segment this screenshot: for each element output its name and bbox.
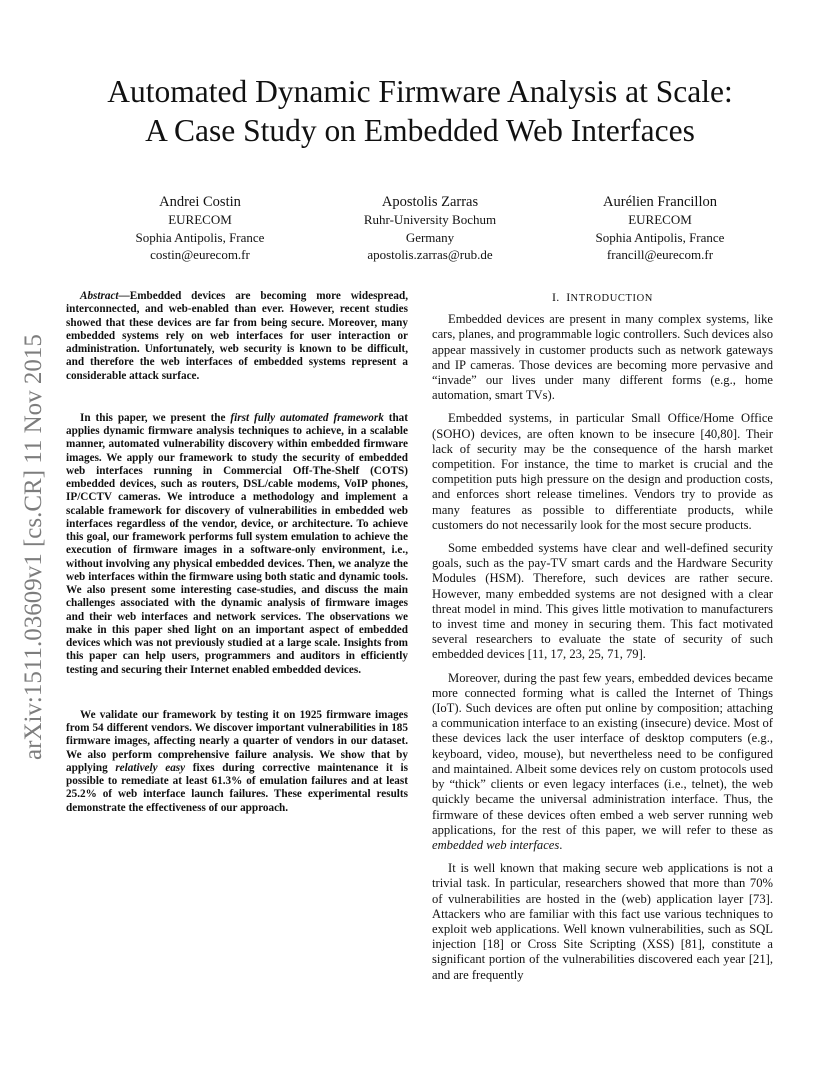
abstract-label: Abstract xyxy=(80,290,119,302)
author-email: costin@eurecom.fr xyxy=(150,247,250,262)
intro-paragraph-2: Embedded systems, in particular Small Office/Home Office (SOHO) devices, are often known to be insecure [40,80]. Their lack of security may be the consequence of the harsh market competition. For instance, the time to market is crucial and the competition puts high pressure on the design and production costs, and enforces short release timelines. Vendors try to provide as many features as possible to differentiate products, while customers do not necessarily look for the most secure products. xyxy=(432,411,773,532)
intro-paragraph-4 xyxy=(432,671,773,853)
author-1 xyxy=(90,193,310,264)
author-2 xyxy=(320,193,540,264)
author-email: francill@eurecom.fr xyxy=(606,247,714,262)
intro-emphasis-4: embedded web interfaces xyxy=(432,837,560,852)
arxiv-identifier: arXiv:1511.03609v1 [cs.CR] 11 Nov 2015 xyxy=(20,334,47,760)
intro-paragraph-1: Embedded devices are present in many complex systems, like cars, planes, and programmable logic controllers. Such devices also appear massively in customer products such as network gateways and IP cameras. Those devices are becoming more pervasive and “invade” our lives under many different forms (e.g., home automation, smart TVs). xyxy=(432,312,773,403)
abstract-column xyxy=(66,290,408,815)
author-location: Sophia Antipolis, France xyxy=(135,229,265,245)
paper-title xyxy=(40,72,800,150)
title-line-2: A Case Study on Embedded Web Interfaces xyxy=(145,113,695,148)
author-location: Germany xyxy=(405,229,455,245)
abstract-emphasis-3: relatively easy xyxy=(115,761,186,774)
abstract-text-2a: In this paper, we present the xyxy=(80,411,231,424)
author-affiliation: EURECOM xyxy=(168,212,232,227)
author-name: Aurélien Francillon xyxy=(603,194,717,210)
introduction-column xyxy=(432,290,773,991)
intro-paragraph-5: It is well known that making secure web applications is not a trivial task. In particular, researchers showed that more than 70% of vulnerabilities are hosted in the (web) application layer [73]. Attackers who are familiar with this fact use various techniques to exploit web applications. Well known vulnerabilities, such as SQL injection [18] or Cross Site Scripting (XSS) [81], constitute a significant portion of the vulnerabilities discovered each year [21], and are frequently xyxy=(432,861,773,982)
abstract-text-3b: fixes during corrective maintenance it is possible to remediate at least 61.3% of emulation failures and at least 25.2% of web interface launch failures. These experimental results demonstrate the effectiveness of our approach. xyxy=(66,761,408,814)
abstract-paragraph-1 xyxy=(66,290,408,383)
author-email: apostolis.zarras@rub.de xyxy=(367,247,493,262)
section-number: I. xyxy=(552,290,560,304)
intro-paragraph-3: Some embedded systems have clear and well-defined security goals, such as the pay-TV smart cards and the Hardware Security Modules (HSM). Therefore, such devices are rather secure. However, many embedded systems are not designed with a clear threat model in mind. This gives little motivation to manufacturers to invest time and money in securing them. This fact motivated several researchers to evaluate the state of security of such embedded devices [11, 17, 23, 25, 71, 79]. xyxy=(432,541,773,662)
intro-text-4b: . xyxy=(559,837,563,852)
section-title-rest: NTRODUCTION xyxy=(570,293,653,304)
abstract-text-1: —Embedded devices are becoming more widespread, interconnected, and web-enabled than ever. However, recent studies showed that these devices are far from being secure. Moreover, many embedded systems rely on web interfaces for user interaction or administration. Unfortunately, web security is known to be difficult, and therefore the web interfaces of embedded systems represent a considerable attack surface. xyxy=(66,290,408,382)
intro-text-4a: Moreover, during the past few years, embedded devices became more connected forming what is called the Internet of Things (IoT). Such devices are often put online by composition; attaching a communication interface to an existing (insecure) device. Most of these devices lack the user interface of desktop computers (e.g., keyboard, video, mouse), but nevertheless need to be configured and maintained. Albeit some devices rely on custom protocols used by “thick” clients or even legacy interfaces (i.e., telnet), the web quickly became the universal administration interface. Thus, the firmware of these devices often embed a web server running web applications, for the rest of this paper, we will refer to these as xyxy=(432,670,773,837)
section-heading-introduction xyxy=(432,290,773,306)
abstract-emphasis-2: first fully automated framework xyxy=(230,411,384,424)
title-line-1: Automated Dynamic Firmware Analysis at Scale: xyxy=(107,74,733,109)
author-location: Sophia Antipolis, France xyxy=(595,229,725,245)
author-affiliation: EURECOM xyxy=(628,212,692,227)
abstract-paragraph-2 xyxy=(66,412,408,677)
author-affiliation: Ruhr-University Bochum xyxy=(363,212,497,227)
section-title-initial: I xyxy=(566,290,571,304)
author-name: Apostolis Zarras xyxy=(381,194,479,210)
author-block xyxy=(90,193,770,264)
abstract-text-3a: We validate our framework by testing it on 1925 firmware images from 54 different vendors. We discover important vulnerabilities in 185 firmware images, affecting nearly a quarter of vendors in our dataset. We also perform comprehensive failure analysis. We show that by applying xyxy=(66,708,408,774)
author-name: Andrei Costin xyxy=(159,194,241,210)
abstract-paragraph-3 xyxy=(66,709,408,815)
author-3 xyxy=(550,193,770,264)
abstract-text-2b: that applies dynamic firmware analysis techniques to achieve, in a scalable manner, automated vulnerability discovery within embedded firmware images. We apply our framework to study the security of embedded web interfaces running in Commercial Off-The-Shelf (COTS) embedded devices, such as routers, DSL/cable modems, VoIP phones, IP/CCTV cameras. We introduce a methodology and implement a scalable framework for discovery of vulnerabilities in embedded web interfaces regardless of the vendor, device, or architecture. To achieve this goal, our framework performs full system emulation to achieve the execution of firmware images in a software-only environment, i.e., without involving any physical embedded devices. Then, we analyze the web interfaces within the firmware using both static and dynamic tools. We also present some interesting case-studies, and discuss the main challenges associated with the dynamic analysis of firmware images and their web interfaces and network services. The observations we make in this paper shed light on an important aspect of embedded devices which was not previously studied at a large scale. Insights from this paper can help users, programmers and auditors in efficiently testing and securing their Internet enabled embedded devices. xyxy=(66,411,408,676)
